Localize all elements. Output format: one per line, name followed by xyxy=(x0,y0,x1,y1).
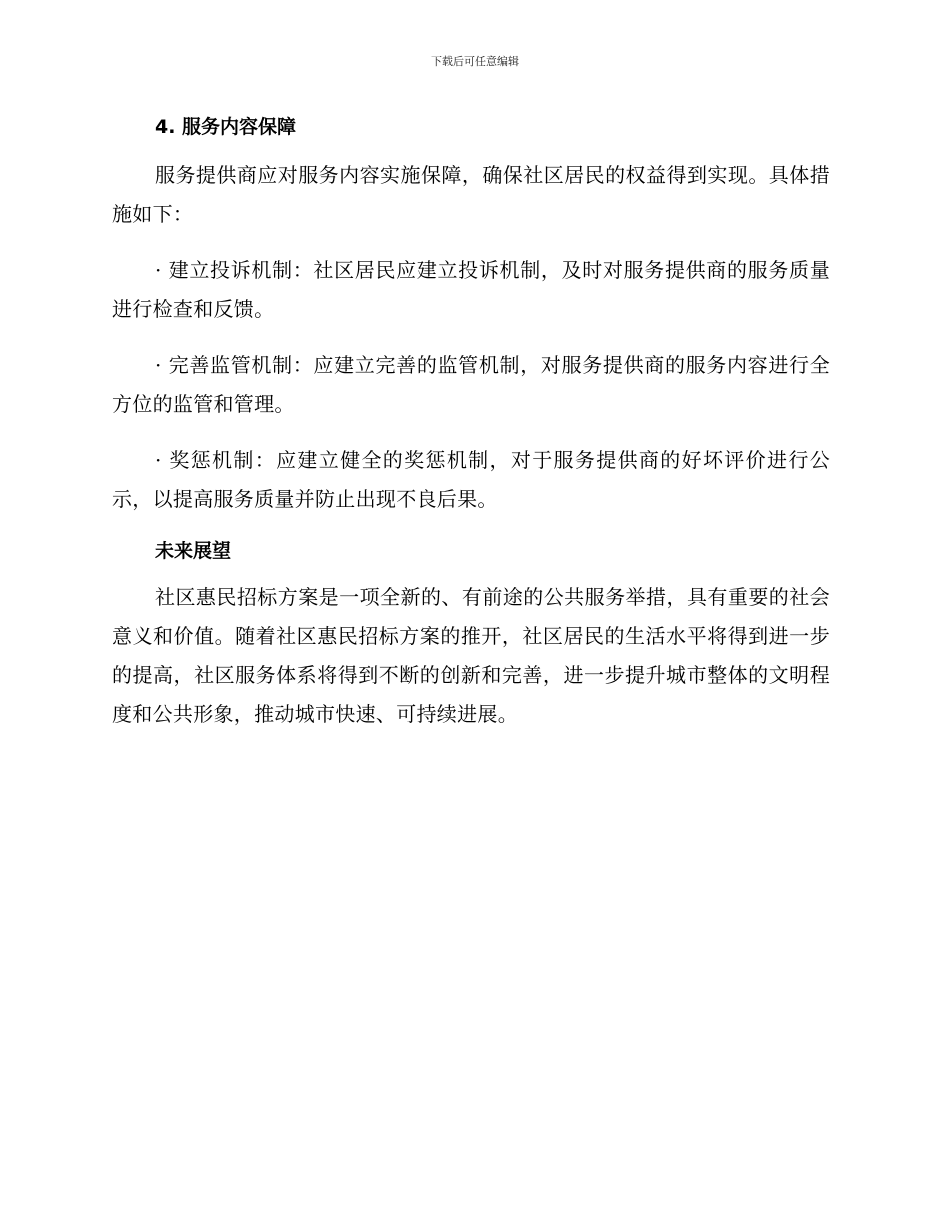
future-outlook-paragraph: 社区惠民招标方案是一项全新的、有前途的公共服务举措，具有重要的社会意义和价值。随着社区惠民招标方案的推开，社区居民的生活水平将得到进一步的提高，社区服务体系将得到不断的创新和完善，进一步提升城市整体的文明程度和公共形象，推动城市快速、可持续进展。 xyxy=(112,585,830,726)
section-heading-future-outlook: 未来展望 xyxy=(155,540,232,562)
bullet-supervision-mechanism: · 完善监管机制：应建立完善的监管机制，对服务提供商的服务内容进行全方位的监管和管理。 xyxy=(112,353,830,416)
section-heading-service-guarantee: 4. 服务内容保障 xyxy=(155,116,297,138)
document-body xyxy=(112,112,830,751)
header-note: 下载后可任意编辑 xyxy=(431,55,519,68)
section-intro-paragraph: 服务提供商应对服务内容实施保障，确保社区居民的权益得到实现。具体措施如下： xyxy=(112,163,830,226)
bullet-reward-penalty-mechanism: · 奖惩机制：应建立健全的奖惩机制，对于服务提供商的好坏评价进行公示，以提高服务质量并防止出现不良后果。 xyxy=(112,448,830,511)
bullet-complaint-mechanism: · 建立投诉机制：社区居民应建立投诉机制，及时对服务提供商的服务质量进行检查和反馈。 xyxy=(112,258,830,321)
